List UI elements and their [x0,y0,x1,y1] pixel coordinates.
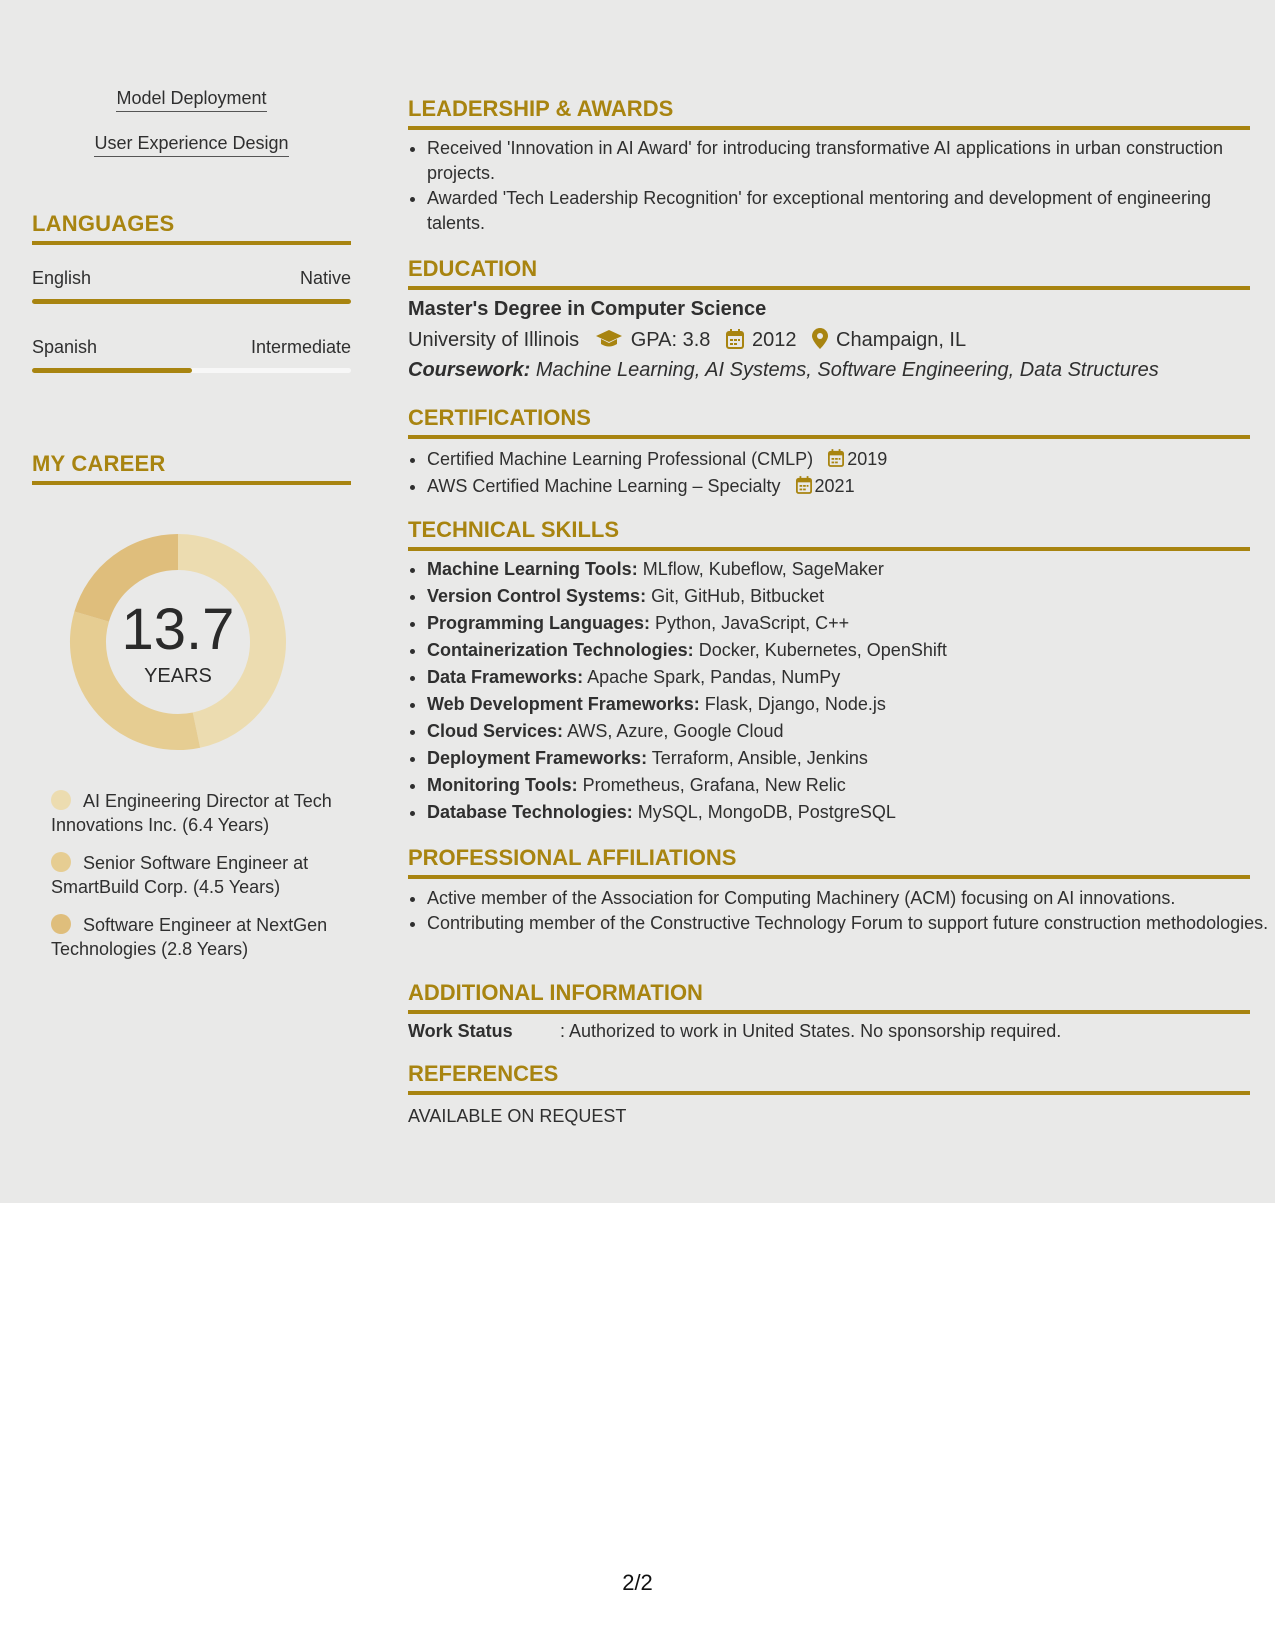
list-item: • Contributing member of the Constructive Technology Forum to support future construction methodologies. [427,911,1269,936]
language-level: Native [299,268,351,288]
work-status-row [408,1021,1061,1042]
career-legend-dot [51,852,71,872]
career-legend-text: Software Engineer at NextGen Technologies (2.8 Years) [51,915,328,959]
career-heading: MY CAREER [32,451,351,485]
skill-item [427,799,1269,826]
page-number: 2/2 [622,1570,653,1595]
language-row [32,268,351,289]
calendar-icon [828,449,844,474]
language-bar [32,299,351,304]
skill-values: Prometheus, Grafana, New Relic [582,775,846,795]
skill-item [427,637,1269,664]
skill-category: Data Frameworks: [427,667,584,687]
skill-values: Python, JavaScript, C++ [655,613,850,633]
career-legend-text: Senior Software Engineer at SmartBuild Corp. (4.5 Years) [51,853,309,897]
career-legend-text: AI Engineering Director at Tech Innovations Inc. (6.4 Years) [51,791,332,835]
language-row [32,337,351,358]
career-donut-center [65,529,291,755]
skill-values: MLflow, Kubeflow, SageMaker [642,559,884,579]
gpa: GPA: 3.8 [630,329,711,351]
language-bar-fill [32,299,351,304]
skill-category: Programming Languages: [427,613,651,633]
leadership-heading: LEADERSHIP & AWARDS [408,96,1250,130]
skill-item [427,664,1269,691]
skill-values: Git, GitHub, Bitbucket [651,586,825,606]
education-heading: EDUCATION [408,256,1250,290]
technical-skills-list [408,556,1269,826]
list-item: • Active member of the Association for Computing Machinery (ACM) focusing on AI innovations. [427,886,1269,911]
certifications-list [408,447,1269,501]
skill-values: Docker, Kubernetes, OpenShift [698,640,947,660]
skill-category: Web Development Frameworks: [427,694,700,714]
school-location: Champaign, IL [836,329,967,351]
list-item: • Received 'Innovation in AI Award' for introducing transformative AI applications in urban construction projects. [427,136,1269,186]
calendar-icon [796,476,812,501]
list-item: • Awarded 'Tech Leadership Recognition' for exceptional mentoring and development of engineering talents. [427,186,1269,236]
skill-item [427,718,1269,745]
affiliations-list [408,886,1269,936]
skill-item [427,583,1269,610]
graduation-cap-icon [595,329,623,355]
skill-item [427,691,1269,718]
skill-values: Apache Spark, Pandas, NumPy [587,667,841,687]
skill-category: Containerization Technologies: [427,640,694,660]
calendar-icon [726,329,744,355]
certification-year: 2021 [814,476,855,496]
career-legend-dot [51,790,71,810]
skill-tag: Model Deployment [32,88,351,109]
skill-values: Flask, Django, Node.js [704,694,886,714]
skill-values: Terraform, Ansible, Jenkins [651,748,868,768]
languages-heading: LANGUAGES [32,211,351,245]
language-name: English [32,268,92,288]
career-total-years: 13.7 [121,597,235,662]
career-legend-item [51,851,341,899]
graduation-year: 2012 [751,329,797,351]
school-name: University of Illinois [408,329,580,351]
language-bar-fill [32,368,192,373]
technical-skills-heading: TECHNICAL SKILLS [408,517,1250,551]
work-status-value: : Authorized to work in United States. No sponsorship required. [560,1021,1062,1041]
skill-item [427,745,1269,772]
skill-item [427,556,1269,583]
skill-category: Machine Learning Tools: [427,559,638,579]
career-legend-item [51,913,341,961]
references-heading: REFERENCES [408,1061,1250,1095]
skill-values: MySQL, MongoDB, PostgreSQL [637,802,896,822]
skill-item [427,772,1269,799]
language-level: Intermediate [250,337,351,357]
language-bar [32,368,351,373]
certification-year: 2019 [847,449,888,469]
certifications-heading: CERTIFICATIONS [408,405,1250,439]
coursework-list: Machine Learning, AI Systems, Software Engineering, Data Structures [535,359,1159,381]
skill-category: Version Control Systems: [427,586,647,606]
degree-title: Master's Degree in Computer Science [408,298,767,320]
certification-item [427,474,1269,501]
certification-item [427,447,1269,474]
skill-category: Database Technologies: [427,802,633,822]
career-legend-dot [51,914,71,934]
career-legend-item [51,789,341,837]
coursework-label: Coursework: [408,359,531,381]
references-text: AVAILABLE ON REQUEST [408,1106,627,1126]
skill-category: Deployment Frameworks: [427,748,648,768]
affiliations-heading: PROFESSIONAL AFFILIATIONS [408,845,1250,879]
skill-item [427,610,1269,637]
certification-name: Certified Machine Learning Professional (CMLP) [427,449,814,469]
skill-category: Monitoring Tools: [427,775,578,795]
skill-values: AWS, Azure, Google Cloud [567,721,784,741]
work-status-label: Work Status [408,1021,513,1041]
language-name: Spanish [32,337,98,357]
additional-info-heading: ADDITIONAL INFORMATION [408,980,1250,1014]
skill-tag: User Experience Design [32,133,351,154]
education-details [408,328,966,355]
career-donut-chart [65,529,291,755]
coursework-line [408,359,1159,382]
certification-name: AWS Certified Machine Learning – Specialty [427,476,781,496]
location-pin-icon [812,328,828,355]
skill-category: Cloud Services: [427,721,564,741]
leadership-list [408,136,1269,236]
career-total-unit: YEARS [144,665,212,687]
